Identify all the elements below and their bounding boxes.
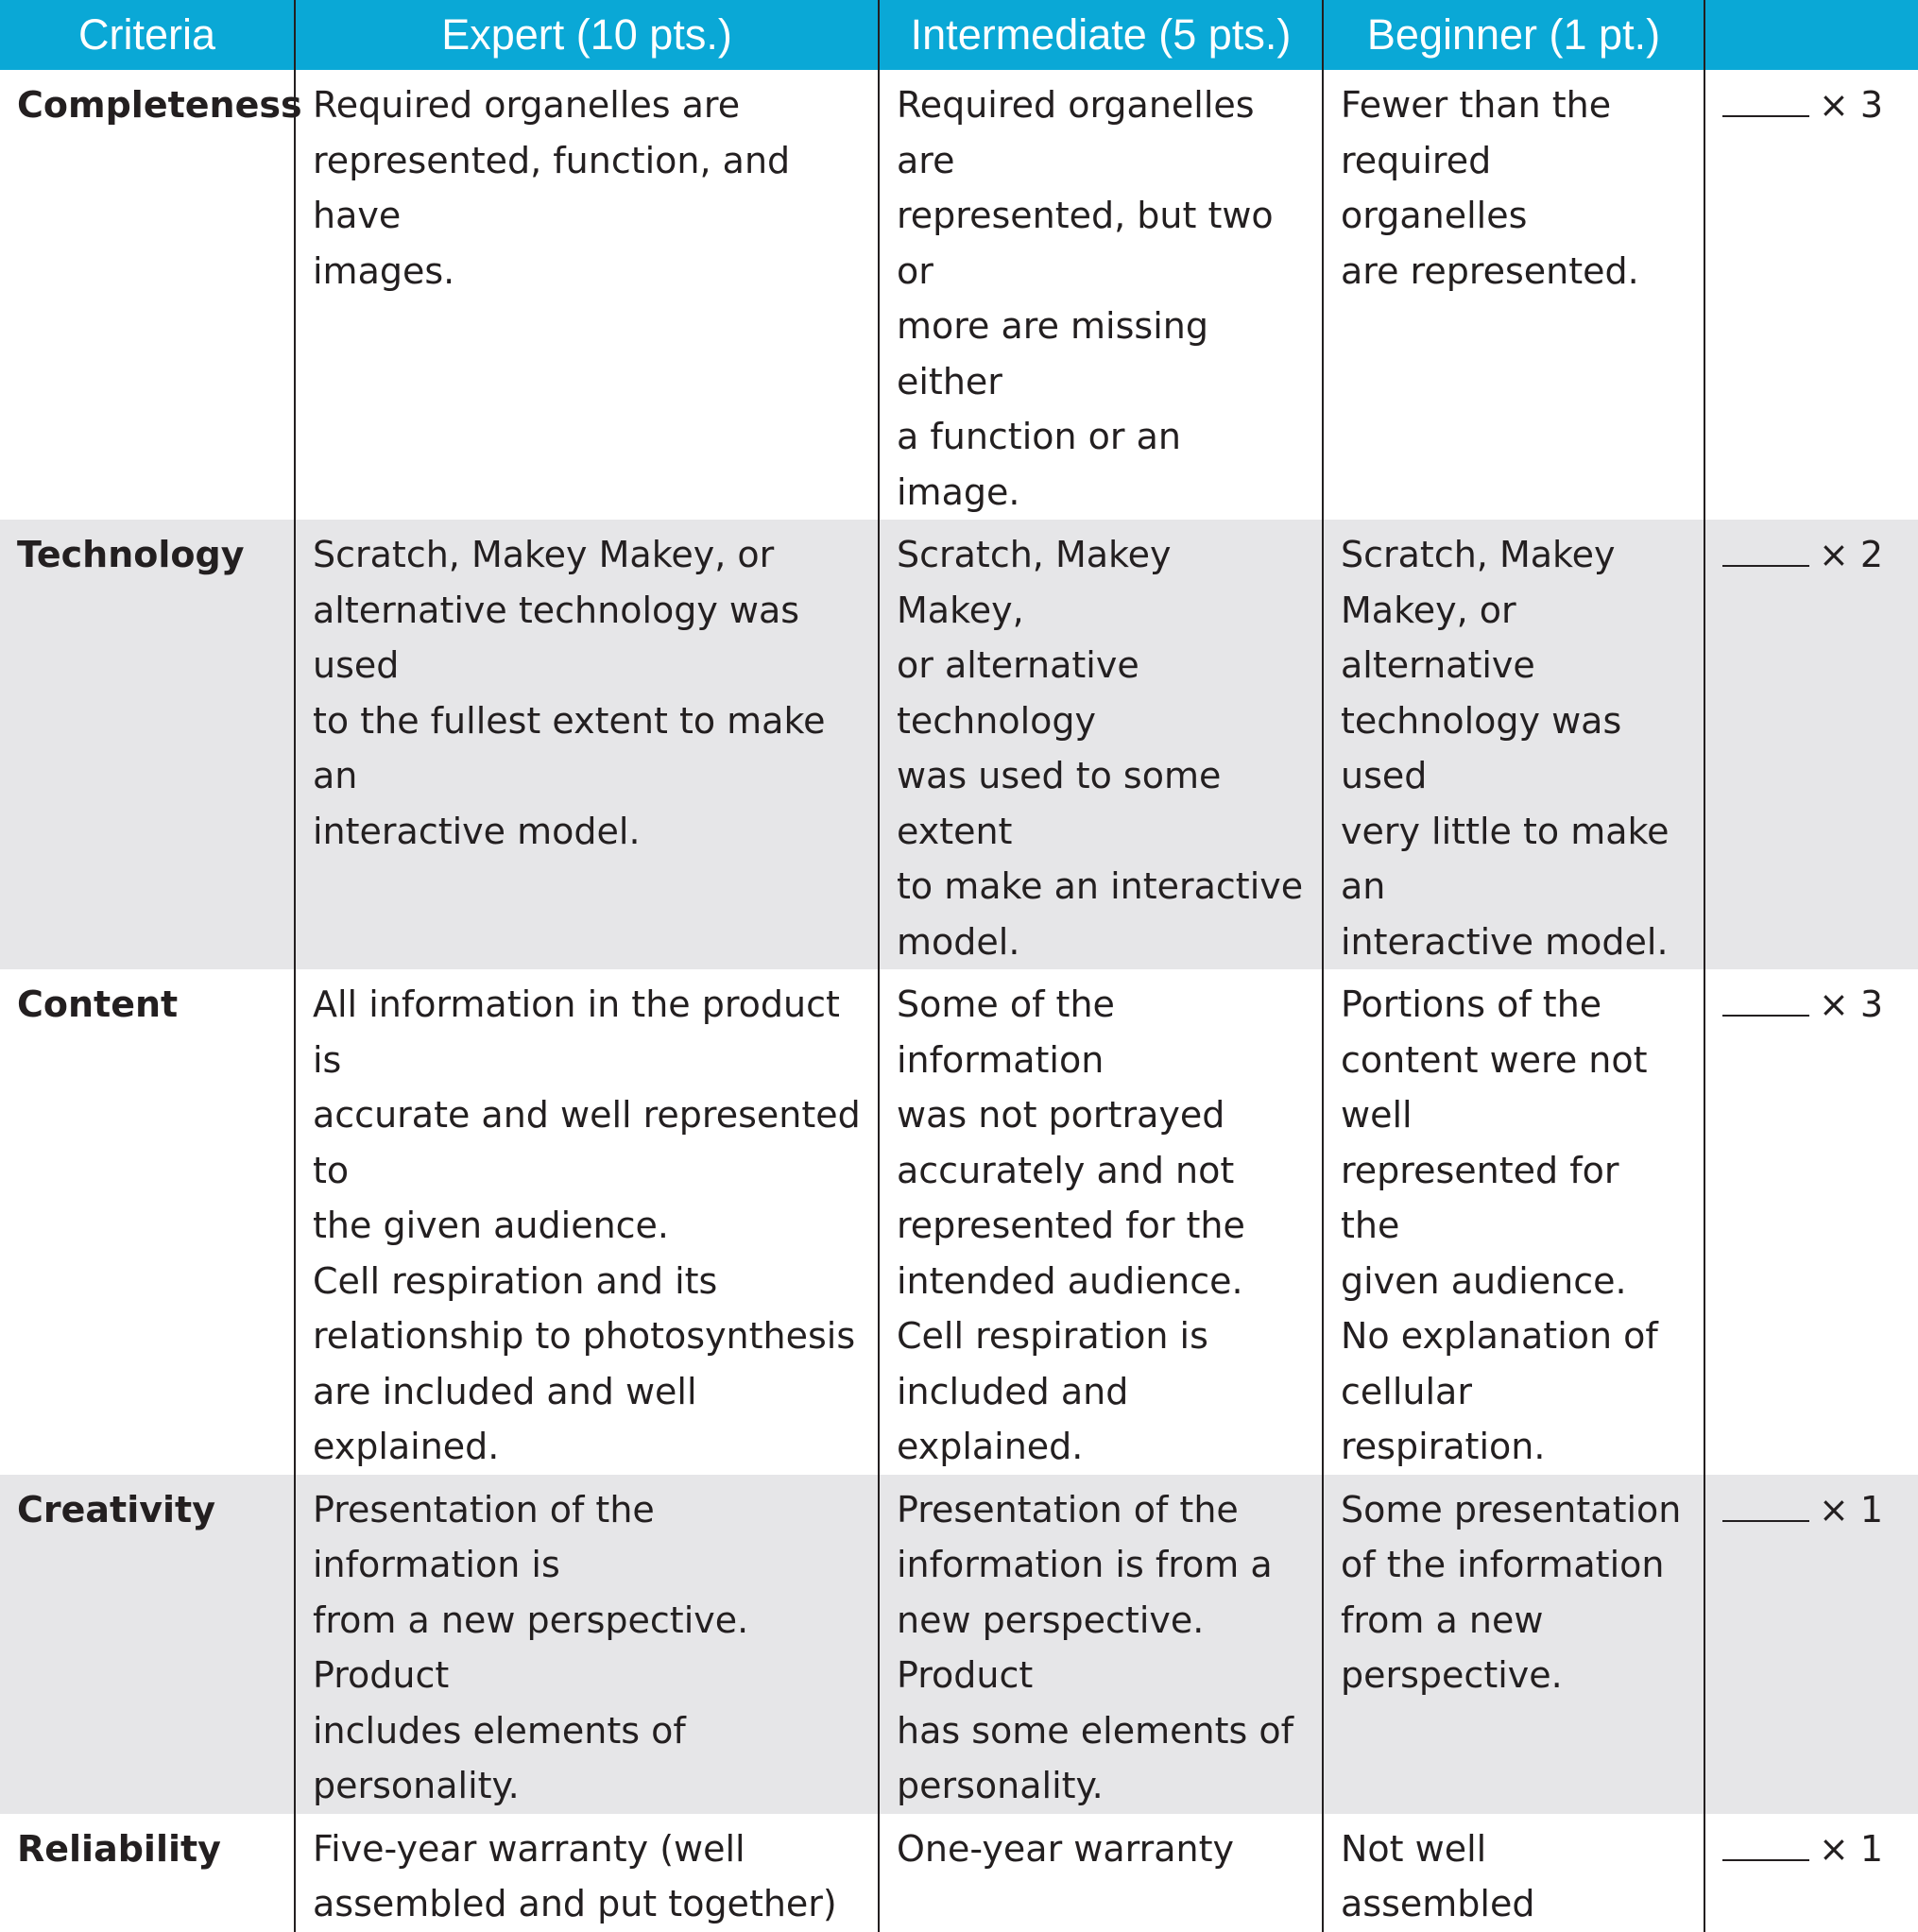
- row-technology: [0, 520, 1918, 969]
- score-multiplier: × 1: [1819, 1827, 1884, 1870]
- text-line: Presentation of the information is: [313, 1488, 655, 1585]
- score-blank-line[interactable]: [1722, 1825, 1809, 1861]
- text-line: of the information: [1341, 1544, 1665, 1585]
- text-line: from a new: [1341, 1599, 1544, 1641]
- text-line: No explanation of: [1341, 1315, 1658, 1357]
- criteria-label: Technology: [0, 520, 295, 969]
- text-line: very little to make an: [1341, 810, 1670, 907]
- row-reliability: [0, 1814, 1918, 1932]
- text-line: was not portrayed: [897, 1094, 1225, 1136]
- text-line: includes elements of personality.: [313, 1709, 686, 1806]
- text-line: accurately and not: [897, 1149, 1235, 1191]
- text-line: accurate and well represented to: [313, 1094, 861, 1191]
- row-completeness: [0, 70, 1918, 520]
- text-line: has some elements of: [897, 1709, 1293, 1752]
- header-score: [1704, 0, 1918, 70]
- text-line: interactive model.: [1341, 920, 1669, 963]
- text-line: images.: [313, 249, 455, 292]
- beginner-cell: [1323, 1475, 1704, 1814]
- score-blank-line[interactable]: [1722, 981, 1809, 1017]
- score-multiplier: × 3: [1819, 983, 1884, 1025]
- text-line: to the fullest extent to make an: [313, 699, 826, 796]
- text-line: Some of the information: [897, 983, 1115, 1081]
- score-multiplier: × 3: [1819, 84, 1884, 126]
- criteria-label: Reliability: [17, 1827, 221, 1870]
- criteria-label: Completeness: [17, 84, 302, 126]
- header-intermediate: Intermediate (5 pts.): [879, 0, 1323, 70]
- expert-cell: [295, 969, 879, 1475]
- text-line: the given audience.: [313, 1205, 670, 1246]
- row-content: [0, 969, 1918, 1475]
- text-line: from a new perspective. Product: [313, 1599, 749, 1696]
- score-multiplier: × 2: [1819, 534, 1884, 575]
- text-line: model.: [897, 920, 1020, 963]
- score-blank-line[interactable]: [1722, 1486, 1809, 1522]
- header-beginner: Beginner (1 pt.): [1323, 0, 1704, 70]
- score-cell: [1704, 520, 1918, 969]
- expert-cell: [295, 70, 879, 520]
- text-line: All information in the product is: [313, 983, 840, 1081]
- header-expert: Expert (10 pts.): [295, 0, 879, 70]
- text-line: new perspective. Product: [897, 1599, 1205, 1696]
- criteria-label: Content: [17, 983, 179, 1025]
- text-line: represented, but two or: [897, 195, 1274, 292]
- text-line: or alternative technology: [897, 644, 1139, 742]
- text-line: a function or an image.: [897, 416, 1181, 513]
- intermediate-cell: [879, 1475, 1323, 1814]
- score-cell: [1704, 70, 1918, 520]
- text-line: was used to some extent: [897, 755, 1222, 852]
- text-line: Makey, or alternative: [1341, 589, 1535, 686]
- beginner-cell: [1323, 969, 1704, 1475]
- text-line: intended audience.: [897, 1259, 1243, 1302]
- expert-cell: [295, 1814, 879, 1932]
- score-blank-line[interactable]: [1722, 531, 1809, 567]
- criteria-label: Creativity: [0, 1475, 295, 1814]
- text-line: are included and well explained.: [313, 1370, 697, 1467]
- text-line: Cell respiration and its: [313, 1259, 718, 1302]
- text-line: represented for the: [1341, 1149, 1619, 1246]
- text-line: assembled and put together): [313, 1883, 837, 1924]
- text-line: Scratch, Makey Makey, or: [313, 534, 775, 575]
- score-cell: [1704, 969, 1918, 1475]
- text-line: Cell respiration is: [897, 1315, 1208, 1357]
- text-line: personality.: [897, 1765, 1104, 1806]
- text-line: Not well assembled: [1341, 1827, 1535, 1924]
- beginner-cell: [1323, 1814, 1704, 1932]
- text-line: perspective.: [1341, 1654, 1563, 1696]
- text-line: interactive model.: [313, 810, 641, 852]
- text-line: Scratch, Makey: [1341, 534, 1616, 575]
- text-line: relationship to photosynthesis: [313, 1315, 856, 1357]
- text-line: required organelles: [1341, 139, 1528, 236]
- intermediate-cell: [879, 969, 1323, 1475]
- text-line: represented for the: [897, 1205, 1245, 1246]
- expert-cell: [295, 520, 879, 969]
- beginner-cell: [1323, 70, 1704, 520]
- text-line: Some presentation: [1341, 1488, 1682, 1530]
- text-line: Fewer than the: [1341, 84, 1612, 126]
- score-cell: [1704, 1475, 1918, 1814]
- text-line: more are missing either: [897, 305, 1208, 402]
- row-creativity: [0, 1475, 1918, 1814]
- text-line: content were not well: [1341, 1038, 1648, 1136]
- text-line: Scratch, Makey Makey,: [897, 534, 1172, 631]
- text-line: Presentation of the: [897, 1488, 1239, 1530]
- score-multiplier: × 1: [1819, 1488, 1884, 1530]
- text-line: to make an interactive: [897, 865, 1304, 907]
- text-line: given audience.: [1341, 1259, 1627, 1302]
- score-cell: [1704, 1814, 1918, 1932]
- intermediate-cell: [879, 70, 1323, 520]
- intermediate-cell: [879, 520, 1323, 969]
- intermediate-cell: [879, 1814, 1323, 1932]
- text-line: are represented.: [1341, 249, 1639, 292]
- text-line: alternative technology was used: [313, 589, 800, 686]
- text-line: information is from a: [897, 1544, 1273, 1585]
- beginner-cell: [1323, 520, 1704, 969]
- text-line: Required organelles are: [313, 84, 741, 126]
- text-line: Required organelles are: [897, 84, 1255, 181]
- text-line: technology was used: [1341, 699, 1622, 796]
- text-line: represented, function, and have: [313, 139, 791, 236]
- expert-cell: [295, 1475, 879, 1814]
- text-line: cellular respiration.: [1341, 1370, 1546, 1467]
- score-blank-line[interactable]: [1722, 81, 1809, 117]
- text-line: Five-year warranty (well: [313, 1827, 745, 1870]
- text-line: included and explained.: [897, 1370, 1129, 1467]
- text-line: One-year warranty: [897, 1827, 1234, 1870]
- header-row: [0, 0, 1918, 70]
- text-line: Portions of the: [1341, 983, 1602, 1025]
- header-criteria: Criteria: [0, 0, 295, 70]
